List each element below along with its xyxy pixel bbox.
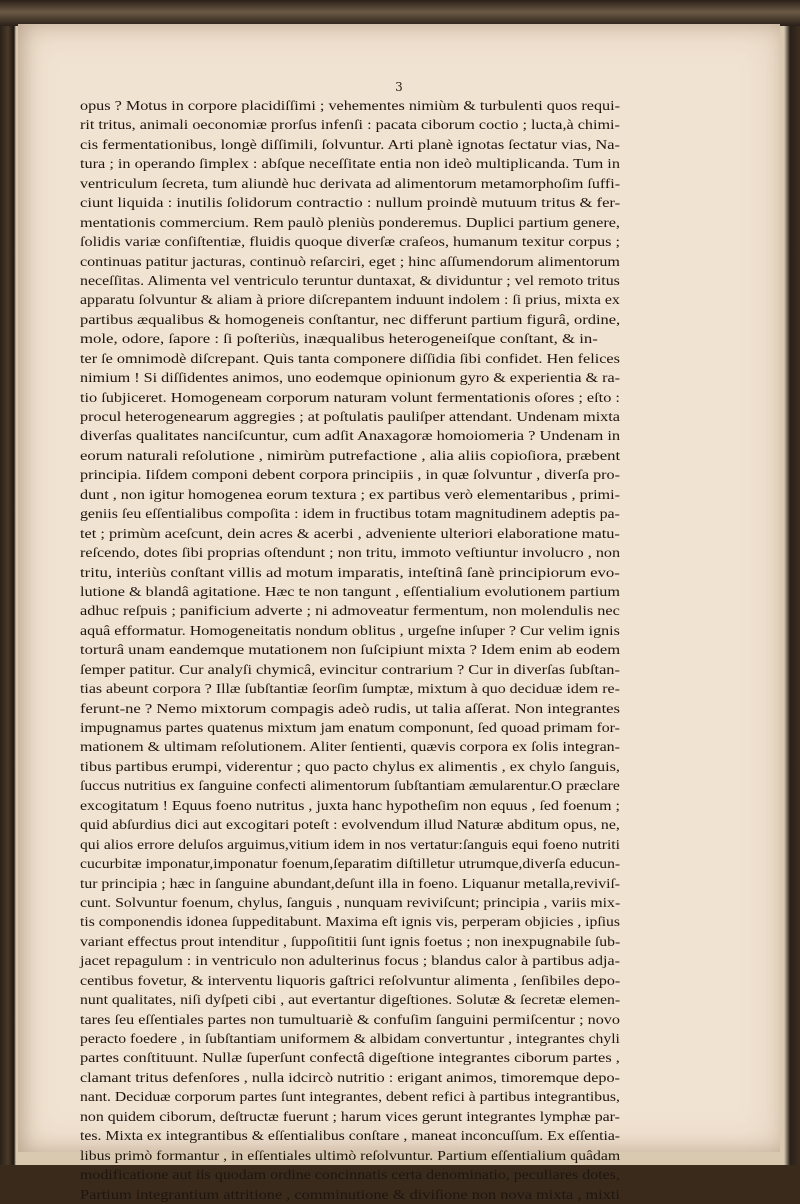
text-line bbox=[80, 368, 620, 387]
text-line bbox=[80, 1185, 620, 1204]
text-line-content: ſuccus nutritius ex ſanguine confecti alimentorum ſubſtantiam æmularentur.O præclare bbox=[80, 778, 620, 794]
text-line-content: tet ; primùm aceſcunt, dein acres & acerbi , adveniente ulteriori elaboratione matu- bbox=[80, 525, 620, 541]
text-line bbox=[80, 660, 620, 679]
text-line-content: principia. Iiſdem componi debent corpora principiis , in quæ ſolvuntur , diverſa pro- bbox=[80, 467, 620, 483]
text-line bbox=[80, 1165, 620, 1184]
text-line-content: tias abeunt corpora ? Illæ ſubſtantiæ ſeorſim ſumptæ, mixtum à quo deciduæ idem re- bbox=[80, 681, 620, 697]
text-line bbox=[80, 1107, 620, 1126]
text-line bbox=[80, 1048, 620, 1067]
text-line-content: aquâ efformatur. Homogeneitatis nondum oblitus , urgeſne inſuper ? Cur velim ignis bbox=[80, 622, 620, 638]
text-line bbox=[80, 115, 620, 134]
text-line-content: dunt , non igitur homogenea eorum textura ; ex partibus verò elementaribus , primi- bbox=[80, 486, 620, 502]
text-line bbox=[80, 1010, 620, 1029]
text-line bbox=[80, 543, 620, 562]
text-line-content: mentationis commercium. Rem paulò pleniùs ponderemus. Duplici partium genere, bbox=[80, 214, 620, 230]
text-line bbox=[80, 96, 620, 115]
text-line-content: ventriculum ſecreta, tum aliundè huc derivata ad alimentorum metamorphoſim ſuffi- bbox=[80, 175, 621, 191]
text-line-content: centibus fovetur, & interventu liquoris gaſtrici reſolvuntur alimenta , ſenſibiles depo- bbox=[80, 972, 621, 988]
text-line-content: nimium ! Si diſſidentes animos, uno eodemque opinionum gyro & experientia & ra- bbox=[80, 370, 621, 386]
text-line-content: Partium integrantium attritione , comminutione & diviſione non nova mixta , mixti bbox=[80, 1186, 620, 1202]
text-line bbox=[80, 329, 620, 348]
text-line bbox=[80, 446, 620, 465]
text-line-content: clamant tritus defenſores , nulla idcircò nutritio : erigant animos, timoremque depo- bbox=[80, 1069, 620, 1085]
text-line bbox=[80, 232, 620, 251]
text-line bbox=[80, 485, 620, 504]
text-line bbox=[80, 582, 620, 601]
text-line bbox=[80, 388, 620, 407]
text-line-content: reſcendo, dotes ſibi proprias oſtendunt ; non tritu, immoto veſtiuntur involucro , non bbox=[80, 545, 621, 561]
text-line-content: quid abſurdius dici aut excogitari poteſt : evolvendum illud Naturæ abditum opus, ne, bbox=[80, 817, 620, 833]
text-line bbox=[80, 426, 620, 445]
latin-text-block bbox=[80, 96, 620, 1204]
text-line bbox=[80, 854, 620, 873]
text-line bbox=[80, 310, 620, 329]
text-line bbox=[80, 252, 620, 271]
text-line-content: apparatu ſolvuntur & aliam à priore diſcrepantem induunt indolem : ſi prius, mixta ex bbox=[80, 292, 620, 308]
text-line bbox=[80, 154, 620, 173]
text-line bbox=[80, 835, 620, 854]
text-line-content: tur principia ; hæc in ſanguine abundant,deſunt illa in foeno. Liquanur metalla,reviviſ- bbox=[80, 875, 621, 891]
text-line-content: tritu, interiùs conſtant villis ad motum imparatis, inteſtinâ ſanè principiorum evo- bbox=[80, 564, 620, 580]
text-line-content: tio ſubjiceret. Homogeneam corporum naturam volunt fermentationis oſores ; eſto : bbox=[80, 389, 620, 405]
text-line-content: peracto foedere , in ſubſtantiam uniformem & albidam convertuntur , integrantes chyli bbox=[80, 1031, 620, 1046]
text-line-content: tes. Mixta ex integrantibus & eſſentialibus conſtare , maneat inconcuſſum. Ex eſſentia- bbox=[80, 1128, 621, 1144]
text-line bbox=[80, 465, 620, 484]
text-line-content: modificatione aut iis quodam ordine concinnatis certa denominatio, peculiares dotes, bbox=[80, 1167, 620, 1183]
page-number: 3 bbox=[395, 80, 403, 94]
text-line bbox=[80, 1029, 620, 1048]
book-edge bbox=[0, 0, 800, 26]
text-line-content: mole, odore, ſapore : ſi poſteriùs, inæqualibus heterogeneiſque conſtant, & in- bbox=[80, 331, 598, 347]
text-line-content: continuas patitur jacturas, continuò reſarciri, eget ; hinc aſſumendorum alimentorum bbox=[80, 253, 620, 269]
text-line-content: adhuc reſpuis ; panificium adverte ; ni admoveatur fermentum, non molendulis nec bbox=[80, 603, 620, 619]
text-line bbox=[80, 718, 620, 737]
text-line bbox=[80, 912, 620, 931]
text-line bbox=[80, 640, 620, 659]
text-line-content: nunt qualitates, niſi dyſpeti cibi , aut evertantur digeſtiones. Solutæ & ſecretæ elemen- bbox=[80, 992, 621, 1008]
text-line bbox=[80, 796, 620, 815]
text-line-content: nant. Deciduæ corporum partes ſunt integrantes, debent refici à partibus integrantibus, bbox=[80, 1089, 620, 1105]
text-line-content: non quidem ciborum, deſtructæ fuerunt ; harum vices gerunt integrantes lymphæ par- bbox=[80, 1108, 620, 1124]
text-line bbox=[80, 271, 620, 290]
text-line bbox=[80, 776, 620, 795]
text-line bbox=[80, 971, 620, 990]
text-line-content: jacet repagulum : in ventriculo non adulterinus focus ; blandus calor à partibus adja- bbox=[80, 953, 620, 969]
book-page bbox=[18, 24, 780, 1202]
text-line-content: diverſas qualitates nanciſcuntur, cum adſit Anaxagoræ homoiomeria ? Undenam in bbox=[80, 428, 621, 444]
text-line bbox=[80, 601, 620, 620]
text-line bbox=[80, 1087, 620, 1106]
text-line-content: ferunt-ne ? Nemo mixtorum compagis adeò rudis, ut talia aſſerat. Non integrantes bbox=[80, 700, 621, 716]
text-line-content: impugnamus partes quatenus mixtum jam enatum componunt, ſed quoad primam for- bbox=[80, 720, 620, 735]
text-line-content: mationem & ultimam reſolutionem. Aliter ſentienti, quævis corpora ex ſolis integran- bbox=[80, 739, 620, 755]
text-line-content: neceſſitas. Alimenta vel ventriculo teruntur duntaxat, & dividuntur ; vel remoto tritus bbox=[80, 272, 620, 288]
text-line-content: ſemper patitur. Cur analyſi chymicâ, evincitur contrarium ? Cur in diverſas ſubſtan- bbox=[80, 661, 620, 677]
text-line bbox=[80, 349, 620, 368]
text-line-content: variant effectus prout intenditur , ſuppoſititii ſunt ignis foetus ; non inexpugnabile ſub- bbox=[80, 933, 621, 949]
text-line bbox=[80, 1146, 620, 1165]
text-line-content: qui alios errore deluſos arguimus,vitium idem in nos vertatur:ſanguis equi foeno nutriti bbox=[80, 836, 620, 852]
text-line-content: partes conſtituunt. Nullæ ſuperſunt confectâ digeſtione integrantes ciborum partes , bbox=[80, 1050, 620, 1066]
text-line-content: partibus æqualibus & homogeneis conſtantur, nec differunt partium figurâ, ordine, bbox=[80, 311, 621, 327]
text-line bbox=[80, 1126, 620, 1145]
text-line bbox=[80, 1068, 620, 1087]
text-line bbox=[80, 290, 620, 309]
text-line bbox=[80, 815, 620, 834]
text-line-content: cucurbitæ imponatur,imponatur foenum,ſeparatim diſtilletur utrumque,diverſa educun- bbox=[80, 856, 621, 872]
text-line bbox=[80, 893, 620, 912]
text-line-content: lutione & blandâ agitatione. Hæc te non tangunt , eſſentialium evolutionem partium bbox=[80, 583, 620, 599]
text-line-content: torturâ unam eandemque mutationem non ſuſcipiunt mixta ? Idem enim ab eodem bbox=[80, 642, 621, 658]
text-line-content: geniis ſeu eſſentialibus compoſita : idem in fructibus totam magnitudinem adeptis pa- bbox=[80, 506, 620, 522]
text-line bbox=[80, 621, 620, 640]
text-line-content: cis fermentationibus, longè diſſimili, ſolvuntur. Arti planè ignotas ſectatur vias, Na- bbox=[80, 136, 620, 152]
text-line bbox=[80, 990, 620, 1009]
text-line-content: ſolidis variæ conſiſtentiæ, fluidis quoque diverſæ craſeos, humanum texitur corpus ; bbox=[80, 234, 621, 250]
text-line bbox=[80, 757, 620, 776]
text-line bbox=[80, 213, 620, 232]
text-line bbox=[80, 407, 620, 426]
text-line bbox=[80, 737, 620, 756]
text-line bbox=[80, 699, 620, 718]
text-line-content: procul heterogenearum aggregies ; at poſtulatis pauliſper attendant. Undenam mixta bbox=[80, 409, 620, 424]
text-line-content: tares ſeu eſſentiales partes non tumultuariè & confuſim ſanguini permiſcentur ; novo bbox=[80, 1011, 620, 1027]
text-line bbox=[80, 874, 620, 893]
text-line-content: tura ; in operando ſimplex : abſque neceſſitate entia non ideò multiplicanda. Tum in bbox=[80, 156, 620, 172]
text-line bbox=[80, 504, 620, 523]
text-line bbox=[80, 563, 620, 582]
text-line-content: opus ? Motus in corpore placidiſſimi ; vehementes nimiùm & turbulenti quos requi- bbox=[80, 98, 621, 113]
text-line-content: libus primò formantur , in eſſentiales ultimò reſolvuntur. Partium eſſentialium quâdam bbox=[80, 1147, 621, 1163]
text-line-content: ter ſe omnimodè diſcrepant. Quis tanta componere diſſidia ſibi confidet. Hen felices bbox=[80, 350, 620, 366]
text-line bbox=[80, 679, 620, 698]
text-line bbox=[80, 193, 620, 212]
text-line bbox=[80, 174, 620, 193]
text-line bbox=[80, 932, 620, 951]
text-line-content: tibus partibus erumpi, viderentur ; quo pacto chylus ex alimentis , ex chylo ſanguis, bbox=[80, 758, 620, 774]
text-line bbox=[80, 135, 620, 154]
text-line-content: ciunt liquida : inutilis ſolidorum contractio : nullum proindè mutuum tritus & fer- bbox=[80, 195, 621, 211]
text-line-content: eorum naturali reſolutione , nimirùm putrefactione , alia aliis copioſiora, præbent bbox=[80, 447, 621, 463]
text-line bbox=[80, 951, 620, 970]
text-line-content: excogitatum ! Equus foeno nutritus , juxta hanc hypotheſim non equus , ſed foenum ; bbox=[80, 797, 620, 813]
text-line bbox=[80, 524, 620, 543]
text-line-content: tis componendis idonea ſuppeditabunt. Maxima eſt ignis vis, perperam objicies , ipſius bbox=[80, 914, 620, 930]
text-line-content: rit tritus, animali oeconomiæ prorſus infenſi : pacata ciborum coctio ; lucta,à chimi- bbox=[80, 117, 620, 133]
text-line-content: cunt. Solvuntur foenum, chylus, ſanguis , nunquam reviviſcunt; principia , variis mix- bbox=[80, 894, 621, 910]
